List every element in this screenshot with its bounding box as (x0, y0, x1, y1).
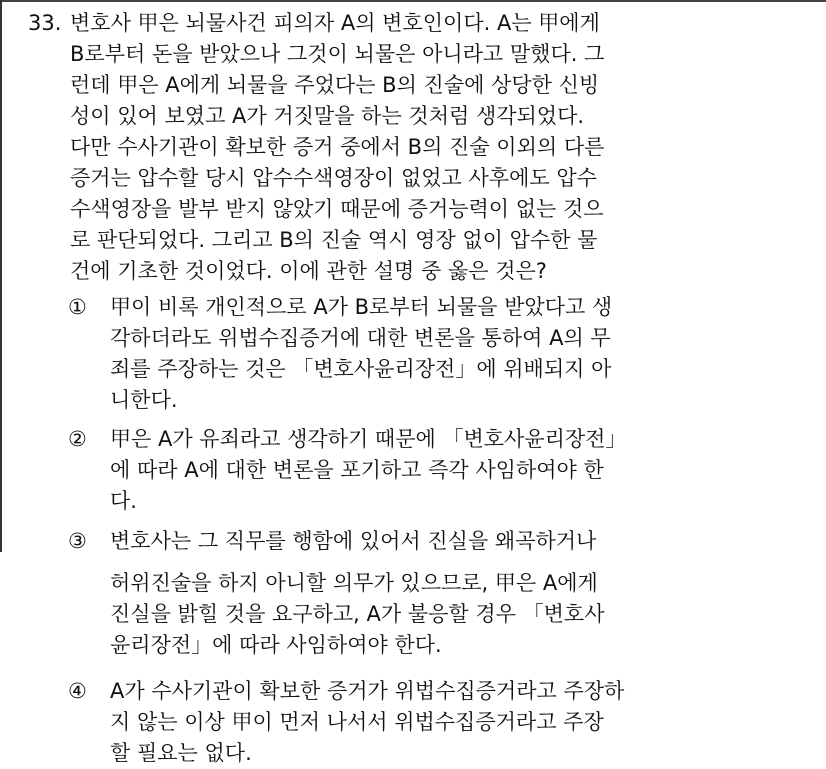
option-3-text (110, 526, 760, 557)
option-3[interactable] (68, 526, 768, 557)
option-line: 윤리장전」에 따라 사임하여야 한다. (110, 633, 442, 657)
page-top-border (0, 0, 826, 2)
option-line: 진실을 밝힐 것을 요구하고, A가 불응할 경우 「변호사 (110, 602, 605, 626)
option-line: 甲이 비록 개인적으로 A가 B로부터 뇌물을 받았다고 생 (110, 295, 613, 319)
stem-line: 건에 기초한 것이었다. 이에 관한 설명 중 옳은 것은? (70, 259, 547, 283)
stem-line: 다만 수사기관이 확보한 증거 중에서 B의 진술 이외의 다른 (70, 135, 605, 159)
stem-line: 로 판단되었다. 그리고 B의 진술 역시 영장 없이 압수한 물 (70, 228, 598, 252)
stem-line: 수색영장을 발부 받지 않았기 때문에 증거능력이 없는 것으 (70, 197, 604, 221)
stem-line: 성이 있어 보였고 A가 거짓말을 하는 것처럼 생각되었다. (70, 104, 585, 128)
page-left-border (0, 0, 2, 552)
question-block (28, 8, 818, 287)
option-line: 할 필요는 없다. (110, 741, 252, 765)
option-line: 甲은 A가 유죄라고 생각하기 때문에 「변호사윤리장전」 (110, 427, 627, 451)
option-3-continuation-text (110, 568, 760, 661)
option-4[interactable] (68, 676, 768, 769)
stem-line: 런데 甲은 A에게 뇌물을 주었다는 B의 진술에 상당한 신빙 (70, 73, 600, 97)
option-1-text (110, 292, 760, 416)
stem-line: 증거는 압수할 당시 압수수색영장이 없었고 사후에도 압수 (70, 166, 597, 190)
option-3-continued (68, 568, 768, 661)
option-2[interactable] (68, 424, 768, 517)
option-3-number: ③ (68, 529, 87, 553)
option-1-number: ① (68, 295, 87, 319)
option-4-number: ④ (68, 679, 87, 703)
option-line: 지 않는 이상 甲이 먼저 나서서 위법수집증거라고 주장 (110, 710, 604, 734)
option-1[interactable] (68, 292, 768, 416)
option-line: 에 따라 A에 대한 변론을 포기하고 즉각 사임하여야 한 (110, 458, 604, 482)
option-4-text (110, 676, 760, 769)
stem-line: 변호사 甲은 뇌물사건 피의자 A의 변호인이다. A는 甲에게 (70, 11, 600, 35)
option-2-text (110, 424, 760, 517)
option-line: 다. (110, 489, 137, 513)
option-line: 죄를 주장하는 것은 「변호사윤리장전」에 위배되지 아 (110, 357, 612, 381)
option-line: A가 수사기관이 확보한 증거가 위법수집증거라고 주장하 (110, 679, 625, 703)
stem-line: B로부터 돈을 받았으나 그것이 뇌물은 아니라고 말했다. 그 (70, 42, 605, 66)
option-line: 허위진술을 하지 아니할 의무가 있으므로, 甲은 A에게 (110, 571, 598, 595)
option-line: 각하더라도 위법수집증거에 대한 변론을 통하여 A의 무 (110, 326, 611, 350)
option-line: 니한다. (110, 388, 178, 412)
question-number: 33. (28, 11, 62, 35)
option-2-number: ② (68, 427, 87, 451)
question-stem (70, 8, 796, 287)
option-line: 변호사는 그 직무를 행함에 있어서 진실을 왜곡하거나 (110, 529, 597, 553)
